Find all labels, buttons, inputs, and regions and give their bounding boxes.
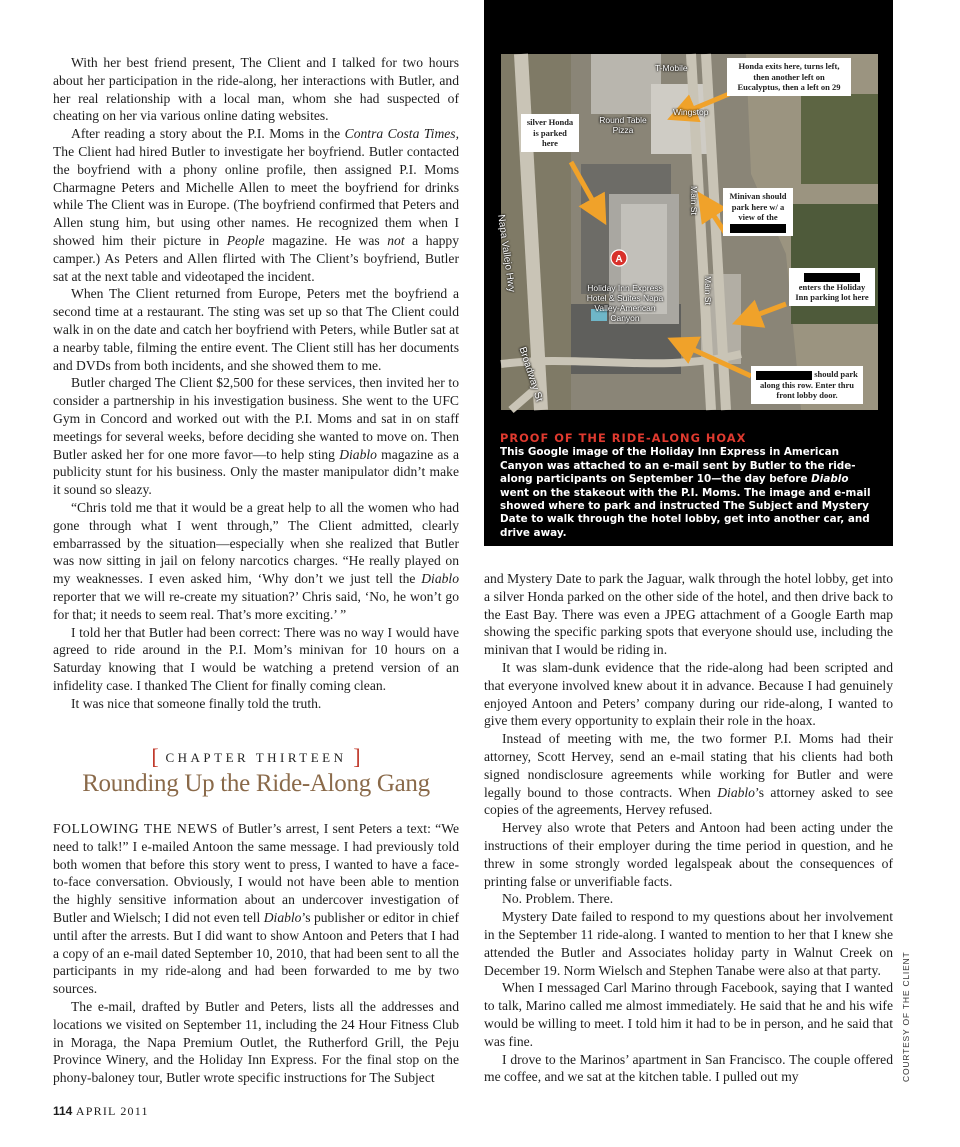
photo-credit: COURTESY OF THE CLIENT <box>901 951 911 1082</box>
map-label-broadway: Broadway St <box>516 345 545 404</box>
paragraph: The e-mail, drafted by Butler and Peters, lists all the addresses and locations we visited on September 11, including the 24 Hour Fitness Club in Moraga, the Napa Premium Outlet, the Rutherford Grill, the Peju Province Winery, and the Holiday Inn Express. For the final stop on the phony-baloney tour, Butler wrote specific instructions for The Subject <box>53 998 459 1086</box>
map-note-minivan: Minivan should park here w/ a view of the <box>723 188 793 236</box>
redaction-bar <box>730 224 786 233</box>
page-number: 114 <box>53 1104 73 1118</box>
paragraph: Butler charged The Client $2,500 for these services, then invited her to consider a partnership in his investigation business. She went to the UFC Gym in Concord and worked out with the P.I. Moms and sat in on staff meetings for several weeks, before deciding she wanted to move on. Then Butler asked her for one more favor—to help sting Diablo magazine as a publicity stunt for his business. Only the master manipulator didn’t make it sound so sleazy. <box>53 375 459 498</box>
map-label-main-st: Main St <box>689 186 699 215</box>
paragraph: It was slam-dunk evidence that the ride-along had been scripted and that everyone involved knew about it in advance. Because I had genuinely enjoyed Antoon and Peters’ company during our ride-along, I wanted to give them every opportunity to explain their role in the hoax. <box>484 659 893 729</box>
paragraph: No. Problem. There. <box>502 891 614 907</box>
chapter-bracket-open: [ <box>151 744 159 769</box>
lead-in: FOLLOWING THE NEWS <box>53 821 218 836</box>
chapter-text: CHAPTER THIRTEEN <box>165 750 347 765</box>
map-label-hotel: Holiday Inn Express Hotel & Suites Napa Valley-American Canyon <box>586 283 664 323</box>
map-note-should-park: should park along this row. Enter thru front lobby door. <box>751 366 863 404</box>
left-column-bottom <box>53 820 459 1087</box>
paragraph: FOLLOWING THE NEWS of Butler’s arrest, I sent Peters a text: “We need to talk!” I e-mailed Antoon the same message. I had previously told both women that before this story went to press, I wanted to have a face-to-face conversation. Obviously, I would not have been able to mention the highly sensitive information about an undercover investigation of Butler and Wielsch; I did not even tell Diablo’s publisher or editor in chief until after the arrests. But I did want to show Antoon and Peters that I had a copy of an e-mail dated September 10, 2010, that had been sent to all the participants in my ride-along and had been forwarded to me by two sources. <box>53 821 459 997</box>
redaction-bar <box>804 273 860 282</box>
paragraph: I told her that Butler had been correct: There was no way I would have agreed to ride around in the P.I. Mom’s minivan for 10 hours on a Saturday knowing that I would be watching a pretend version of an infidelity case. I thanked The Client for finally coming clean. <box>53 624 459 693</box>
chapter-bracket-close: ] <box>353 744 361 769</box>
right-column <box>484 570 893 1086</box>
left-column-top <box>53 54 459 712</box>
map-label-round-table: Round Table Pizza <box>599 115 647 135</box>
map-note-honda-exits: Honda exits here, turns left, then another left on Eucalyptus, then a left on 29 <box>727 58 851 96</box>
paragraph: It was nice that someone finally told the truth. <box>71 695 322 711</box>
caption-body: This Google image of the Holiday Inn Express in American Canyon was attached to an e-mail sent by Butler to the ride-along participants on September 10—the day before Diablo went on the stakeout with the P.I. Moms. The image and e-mail showed where to park and instructed The Subject and Mystery Date to walk through the hotel lobby, get into another car, and drive away. <box>500 446 871 539</box>
caption-title: PROOF OF THE RIDE-ALONG HOAX <box>500 431 747 445</box>
map-label-napa-vallejo: Napa Vallejo Hwy <box>495 213 517 293</box>
map-pin-letter: A <box>615 254 623 265</box>
paragraph: After reading a story about the P.I. Moms in the Contra Costa Times, The Client had hired Butler to investigate her boyfriend. Butler contacted the boyfriend with a phony online profile, then assigned P.I. Moms Charmagne Peters and Michelle Allen to meet the boyfriend for drinks while The Client was in Europe. (The boyfriend confirmed that Peters and Allen stung him, but using other names. He recognized them when I showed him their picture in People magazine. He was not a happy camper.) As Peters and Allen flirted with The Client’s boyfriend, Butler sat at the next table and videotaped the incident. <box>53 126 459 284</box>
paragraph: With her best friend present, The Client and I talked for two hours about her participation in the ride-along, her interactions with Butler, and her real relationship with a local man, whom she had suspected of cheating on her via various online dating websites. <box>53 55 459 124</box>
paragraph: When I messaged Carl Marino through Facebook, saying that I wanted to talk, Marino called me almost immediately. He said that he and his wife would be willing to meet. I told him it had to be in person, and he said that was fine. <box>484 980 893 1049</box>
photo-caption <box>500 432 880 540</box>
paragraph: Mystery Date failed to respond to my questions about her involvement in the September 11 ride-along. I wanted to mention to her that I knew she attended the Butler and Associates holiday party in Walnut Creek on December 19. Norm Wielsch and Stephen Tanabe were also at that party. <box>484 909 893 978</box>
paragraph: Instead of meeting with me, the two former P.I. Moms had their attorney, Scott Hervey, send an e-mail stating that his clients had both signed nondisclosure agreements while working for Butler and were legally bound to those contracts. When Diablo’s attorney asked to see copies of the agreements, Hervey refused. <box>484 731 893 818</box>
paragraph: When The Client returned from Europe, Peters met the boyfriend a second time at a restaurant. The sting was set up so that The Client could walk in on the date and catch her boyfriend with Peters, while Butler sat at a nearby table, filming the entire event. The Client still has her documents and DVDs from both incidents, and she showed them to me. <box>53 286 459 373</box>
chapter-label <box>53 744 459 770</box>
redaction-bar <box>756 371 812 380</box>
map-note-enters-lot: enters the Holiday Inn parking lot here <box>789 268 875 306</box>
paragraph: Hervey also wrote that Peters and Antoon had been acting under the instructions of their employer during the time period in question, and he threw in some strongly worded legalspeak about the consequences of printing false or unverifiable facts. <box>484 820 893 889</box>
issue-date: APRIL 2011 <box>75 1104 149 1118</box>
map-note-silver-honda: silver Honda is parked here <box>521 114 579 152</box>
folio <box>53 1104 149 1119</box>
map-label-tmobile: T-Mobile <box>655 63 688 73</box>
map-label-main-st: Main St <box>703 276 713 305</box>
section-headline: Rounding Up the Ride-Along Gang <box>82 770 430 797</box>
map-label-wingstop: Wingstop <box>673 107 709 117</box>
paragraph: “Chris told me that it would be a great help to all the women who had gone through what I went through,” The Client admitted, clearly embarrassed by the situation—especially when she realized that Butler was now sitting in jail on felony narcotics charges. “He really played on my weaknesses. I even asked him, ‘Why don’t we just tell the Diablo reporter that we will re-create my situation?’ Chris said, ‘No, he won’t go for that; it needs to seem real. That’s more exciting.’ ” <box>53 499 459 622</box>
paragraph: and Mystery Date to park the Jaguar, walk through the hotel lobby, get into a silver Honda parked on the other side of the hotel, and then drive back to the East Bay. There was even a JPEG attachment of a Google Earth map showing the specific parking spots that everyone should use, including the minivan that I would be riding in. <box>484 571 893 658</box>
paragraph: I drove to the Marinos’ apartment in San Francisco. The couple offered me coffee, and we sat at the kitchen table. I pulled out my <box>484 1051 893 1085</box>
map-image <box>495 54 878 410</box>
